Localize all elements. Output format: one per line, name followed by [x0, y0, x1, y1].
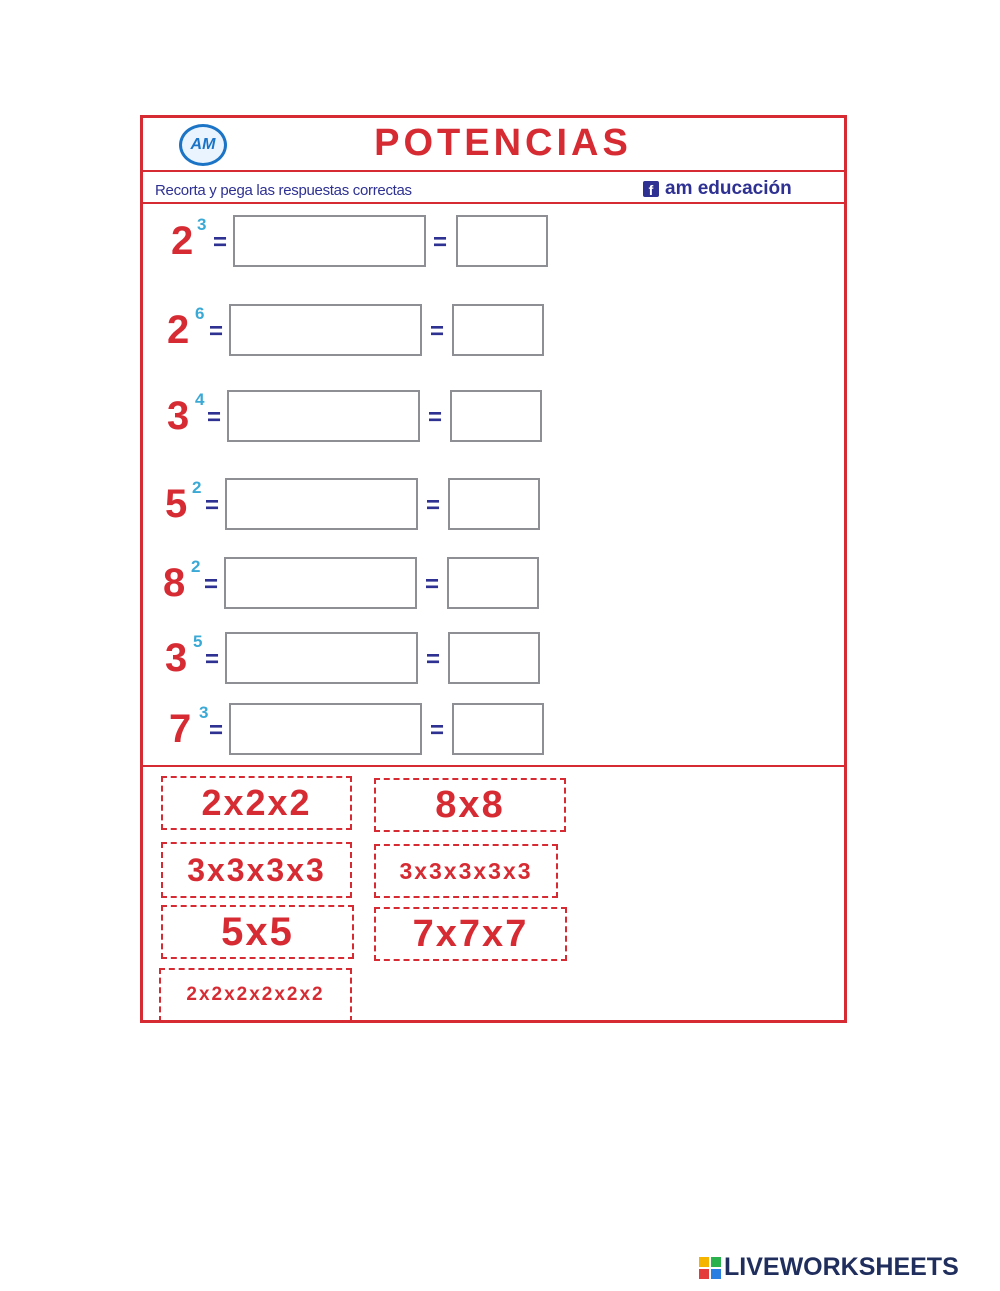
equals-sign: = — [207, 404, 222, 431]
answer-piece[interactable]: 7x7x7 — [374, 907, 567, 961]
logo-text: AM — [190, 136, 216, 153]
power-exponent: 2 — [191, 557, 201, 576]
expansion-drop-box[interactable] — [229, 304, 422, 356]
answer-piece[interactable]: 2x2x2x2x2x2 — [159, 968, 352, 1022]
result-answer-box[interactable] — [450, 390, 542, 442]
color-block — [699, 1269, 709, 1279]
result-answer-box[interactable] — [448, 478, 540, 530]
expansion-drop-box[interactable] — [229, 703, 422, 755]
subheader-divider — [143, 202, 844, 204]
power-base: 7 — [169, 707, 192, 751]
color-block — [699, 1257, 709, 1267]
power-base: 2 — [167, 308, 190, 352]
result-answer-box[interactable] — [452, 304, 544, 356]
brand-name: am educación — [665, 178, 792, 199]
equals-sign: = — [428, 404, 443, 431]
equals-sign: = — [426, 646, 441, 673]
power-exponent: 6 — [195, 304, 205, 323]
am-logo — [179, 124, 227, 166]
power-base: 8 — [163, 561, 186, 605]
answer-piece[interactable]: 8x8 — [374, 778, 566, 832]
equals-sign: = — [204, 571, 219, 598]
problem-row — [143, 632, 563, 688]
problem-row — [143, 557, 563, 613]
result-answer-box[interactable] — [448, 632, 540, 684]
power-base: 3 — [167, 394, 190, 438]
result-answer-box[interactable] — [456, 215, 548, 267]
pieces-divider — [143, 765, 844, 767]
power-exponent: 5 — [193, 632, 203, 651]
power-base: 5 — [165, 482, 188, 526]
power-base: 2 — [171, 219, 194, 263]
result-answer-box[interactable] — [452, 703, 544, 755]
equals-sign: = — [213, 229, 228, 256]
answer-piece[interactable]: 3x3x3x3 — [161, 842, 352, 898]
worksheet — [140, 115, 847, 1023]
power-exponent: 3 — [199, 703, 209, 722]
equals-sign: = — [209, 318, 224, 345]
header-divider — [143, 170, 844, 172]
equals-sign: = — [425, 571, 440, 598]
liveworksheets-logo — [699, 1253, 959, 1282]
power-base: 3 — [165, 636, 188, 680]
facebook-icon: f — [643, 181, 659, 197]
problem-row — [143, 703, 563, 759]
problem-row — [143, 478, 563, 534]
expansion-drop-box[interactable] — [225, 632, 418, 684]
answer-piece[interactable]: 5x5 — [161, 905, 354, 959]
equals-sign: = — [205, 646, 220, 673]
result-answer-box[interactable] — [447, 557, 539, 609]
color-block — [711, 1257, 721, 1267]
equals-sign: = — [205, 492, 220, 519]
answer-piece[interactable]: 2x2x2 — [161, 776, 352, 830]
power-exponent: 2 — [192, 478, 202, 497]
answer-piece[interactable]: 3x3x3x3x3 — [374, 844, 558, 898]
equals-sign: = — [430, 318, 445, 345]
expansion-drop-box[interactable] — [227, 390, 420, 442]
problem-row — [143, 304, 563, 360]
equals-sign: = — [433, 229, 448, 256]
equals-sign: = — [430, 717, 445, 744]
brand — [643, 178, 792, 200]
expansion-drop-box[interactable] — [233, 215, 426, 267]
problem-row — [143, 390, 563, 446]
color-block — [711, 1269, 721, 1279]
power-exponent: 4 — [195, 390, 205, 409]
page-title: POTENCIAS — [374, 122, 632, 164]
expansion-drop-box[interactable] — [224, 557, 417, 609]
liveworksheets-blocks-icon — [699, 1257, 721, 1279]
instructions: Recorta y pega las respuestas correctas — [155, 182, 412, 199]
expansion-drop-box[interactable] — [225, 478, 418, 530]
problem-row — [143, 215, 563, 271]
power-exponent: 3 — [197, 215, 207, 234]
equals-sign: = — [209, 717, 224, 744]
equals-sign: = — [426, 492, 441, 519]
liveworksheets-brand: LIVEWORKSHEETS — [724, 1253, 959, 1281]
